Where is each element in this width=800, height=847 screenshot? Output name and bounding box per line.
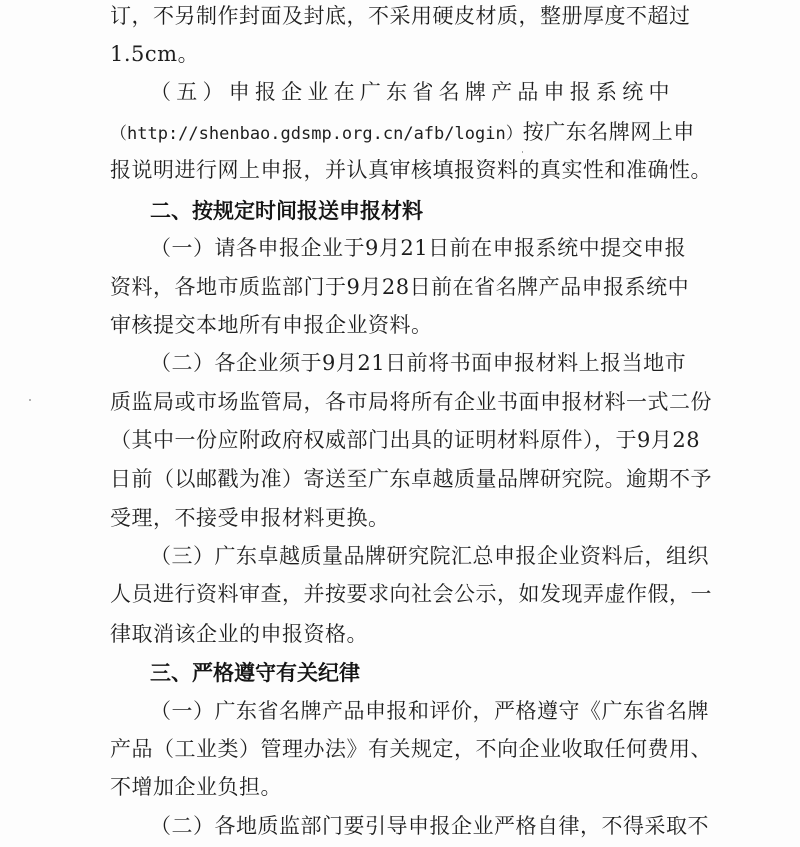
paragraph-text: 按广东名牌网上申: [522, 120, 695, 144]
paragraph-line: 人员进行资料审查，并按要求向社会公示，如发现弄虚作假，一: [110, 582, 712, 606]
paragraph-line: （其中一份应附政府权威部门出具的证明材料原件），于9月28: [110, 428, 701, 452]
section-heading-3: 三、严格遵守有关纪律: [150, 661, 360, 685]
paragraph-line: （一）广东省名牌产品申报和评价，严格遵守《广东省名牌: [150, 699, 709, 723]
system-url: （http://shenbao.gdsmp.org.cn/afb/login）: [110, 124, 523, 144]
paragraph-line: （五）申报企业在广东省名牌产品申报系统中: [150, 80, 670, 104]
scan-speck: [522, 151, 523, 153]
paragraph-line: 审核提交本地所有申报企业资料。: [110, 313, 433, 337]
paragraph-line: 不增加企业负担。: [110, 775, 282, 799]
paragraph-line: 日前（以邮戳为准）寄送至广东卓越质量品牌研究院。逾期不予: [110, 467, 712, 491]
paragraph-line: [110, 120, 695, 144]
paragraph-line: （一）请各申报企业于9月21日前在申报系统中提交申报: [150, 236, 687, 260]
paragraph-line: 1.5cm。: [110, 42, 200, 66]
paragraph-line: （二）各地质监部门要引导申报企业严格自律，不得采取不: [150, 814, 709, 838]
paragraph-line: （三）广东卓越质量品牌研究院汇总申报企业资料后，组织: [150, 544, 709, 568]
scan-speck: [29, 399, 31, 401]
paragraph-line: 律取消该企业的申报资格。: [110, 622, 368, 646]
paragraph-line: 报说明进行网上申报，并认真审核填报资料的真实性和准确性。: [110, 158, 712, 182]
paragraph-line: 产品（工业类）管理办法》有关规定，不向企业收取任何费用、: [110, 737, 712, 761]
paragraph-line: 质监局或市场监管局，各市局将所有企业书面申报材料一式二份: [110, 390, 712, 414]
section-heading-2: 二、按规定时间报送申报材料: [150, 199, 423, 223]
paragraph-line: 受理，不接受申报材料更换。: [110, 506, 390, 530]
paragraph-line: （二）各企业须于9月21日前将书面申报材料上报当地市: [150, 351, 687, 375]
paragraph-line: 订，不另制作封面及封底，不采用硬皮材质，整册厚度不超过: [110, 4, 691, 28]
paragraph-line: 资料，各地市质监部门于9月28日前在省名牌产品申报系统中: [110, 275, 690, 299]
